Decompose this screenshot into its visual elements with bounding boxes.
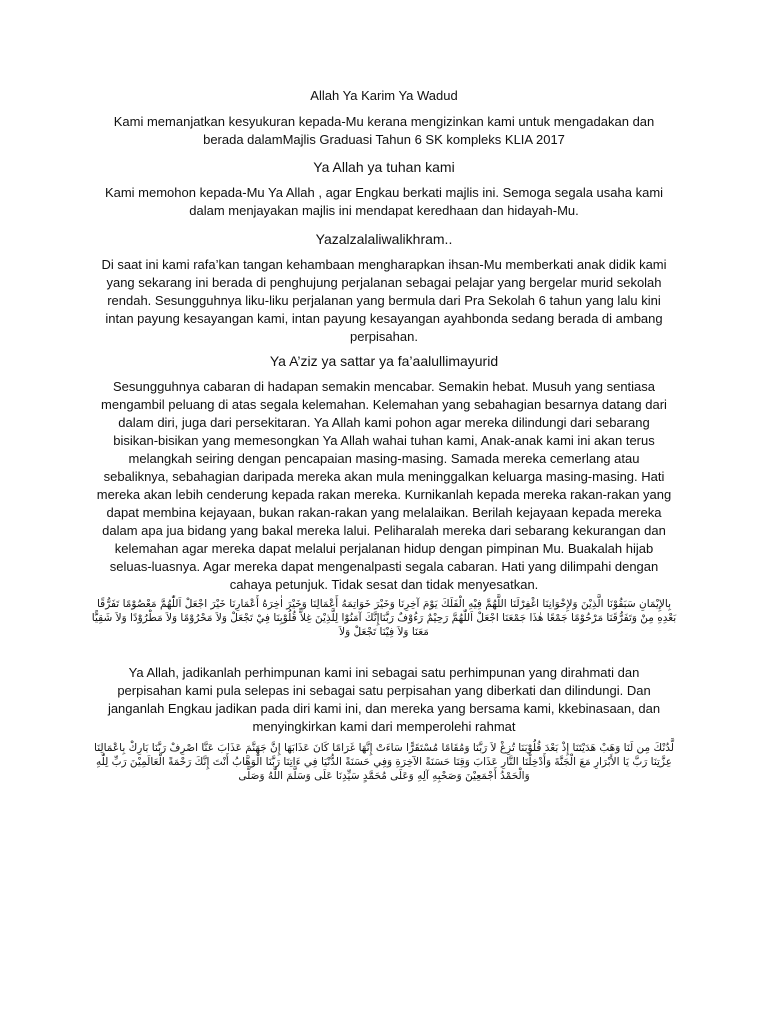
arabic-prayer-1: بِالإِيْمَانِ سَبَقُوْنَا الَّذِيْنَ وَلإِخْوَانِنَا اغْفِرْلَنَا اللَّهُمَّ فِيْهِ الْفَلَكَ يَوْمَ آخِرِنَا وَخَيْرَ خَوَاتِمَهُ أَعْمَالِنَا وَخَيْرَ اٰخِرَهُ أَعْمَارِنَا خَيْرَ اجْعَلْ اَللّٰهُمَّ مَعْصُوْمًا تَفَرُّقًا بَعْدِهِ مِنْ وَتَفَرُّقَنَا مَرْحُوْمًا جَمْعًا هٰذَا جَمْعَنَا اجْعَلْ اَللّٰهُمَّ رَحِيْمٌ رَءُوْفٌ رَبَّنَاإِنَّكَ آمَنُوْا لِلَّذِيْنَ غِلاًّ قُلُوْبِنَا فِيْ تَجْعَلْ وَلاَ مَحْرُوْمًا وَلاَ مَطْرُوْدًا وَلاَ شَقِيًّا مَعَنَا وَلاَ فِيْنَا تَجْعَلْ وَلاَ <box>91 598 677 638</box>
blessing-paragraph: Kami memohon kepada-Mu Ya Allah , agar Engkau berkati majlis ini. Semoga segala usaha kami dalam menjayakan majlis ini mendapat keredhaan dan hidayah-Mu. <box>104 185 664 218</box>
gratitude-paragraph: Kami memanjatkan kesyukuran kepada-Mu kerana mengizinkan kami untuk mengadakan dan berada dalamMajlis Graduasi Tahun 6 SK kompleks KLIA 2017 <box>113 114 655 147</box>
arabic-prayer-2: لَّدُنْكَ مِن لَنَا وَهَبْ هَدَيْتَنَا إِذْ بَعْدَ قُلُوْبَنَا تُزِغْ لاَ رَبَّنَا وَمُقَامًا مُسْتَقَرًّا سَاءَتْ إِنَّهَا غَرَامًا كَانَ عَذَابَهَا إِنَّ جَهَنَّمَ عَذَابَ عَنَّا اصْرِفْ رَبَّنَا بَارِكْ بِاعْمَالِنَا عِزَّتِنَا رَبَّ يَا الأَبْرَارِ مَعَ الْجَنَّةَ وَأَدْخِلْنَا النَّارِ عَذَابَ وَقِنَا حَسَنَةً الآخِرَةِ وَفِي حَسَنَةً الدُّنْيَا فِي ءَاتِنَا رَبَّنَا الْوَهَّابُ أَنْتَ إِنَّكَ رَحْمَةً الْعَالَمِيْنَ رَبِّ لِلّٰهِ وَالْحَمْدُ أَجْمَعِيْنَ وَصَحْبِهِ آلِهِ وَعَلَى مُحَمَّدٍ سَيِّدِنَا عَلَى وَسَلَّمَ اللّٰهُ وَصَلَّى <box>94 742 674 782</box>
heading-ya-allah: Ya Allah ya tuhan kami <box>313 159 455 175</box>
page-title: Allah Ya Karim Ya Wadud <box>310 88 458 103</box>
supplication-paragraph: Di saat ini kami rafa’kan tangan kehambaan mengharapkan ihsan-Mu memberkati anak didik kami yang sekarang ini berada di penghujung perjalanan sebagai pelajar yang bergelar murid sekolah rendah. Sesungguhnya liku-liku perjalanan yang bermula dari Pra Sekolah 6 tahun yang lalu kini intan payung kesayangan kami, intan payung kesayangan ayahbonda sedang berada di ambang perpisahan. <box>101 257 667 344</box>
challenges-paragraph: Sesungguhnya cabaran di hadapan semakin mencabar. Semakin hebat. Musuh yang sentiasa mengambil peluang di atas segala kelemahan. Kelemahan yang sebahagian besarnya datang dari dalam diri, juga dari persekitaran. Ya Allah kami pohon agar mereka dilindungi dari sebarang bisikan-bisikan yang memesongkan Ya Allah wahai tuhan kami, Anak-anak kami ini akan terus melangkah seiring dengan pencapaian masing-masing. Samada mereka cemerlang atau sebaliknya, sebahagian daripada mereka akan mula meninggalkan keluarga masing-masing. Hati mereka akan lebih cenderung kepada rakan mereka. Kurnikanlah kepada mereka rakan-rakan yang dapat membina kejayaan, bukan rakan-rakan yang melalaikan. Berilah kejayaan kepada mereka dalam apa jua bidang yang bakal mereka lalui. Peliharalah mereka dari sebarang kekurangan dan kelemahan agar mereka dapat melalui perjalanan hidup dengan pimpinan Mu. Buakalah hijab seluas-luasnya. Agar mereka dapat mengenalpasti segala cabaran. Hati yang dilimpahi dengan cahaya petunjuk. Tidak sesat dan tidak menyesatkan. <box>96 379 672 592</box>
gathering-paragraph: Ya Allah, jadikanlah perhimpunan kami ini sebagai satu perhimpunan yang dirahmati dan perpisahan kami pula selepas ini sebagai satu perpisahan yang diberkati dan dilindungi. Dan janganlah Engkau jadikan pada diri kami ini, dan mereka yang bersama kami, kkebinasaan, dan menyingkirkan kami dari memperolehi rahmat <box>107 665 661 734</box>
heading-yazalzalaliwalikhram: Yazalzalaliwalikhram.. <box>315 231 453 247</box>
heading-ya-aziz: Ya A’ziz ya sattar ya fa’aalullimayurid <box>269 353 499 369</box>
